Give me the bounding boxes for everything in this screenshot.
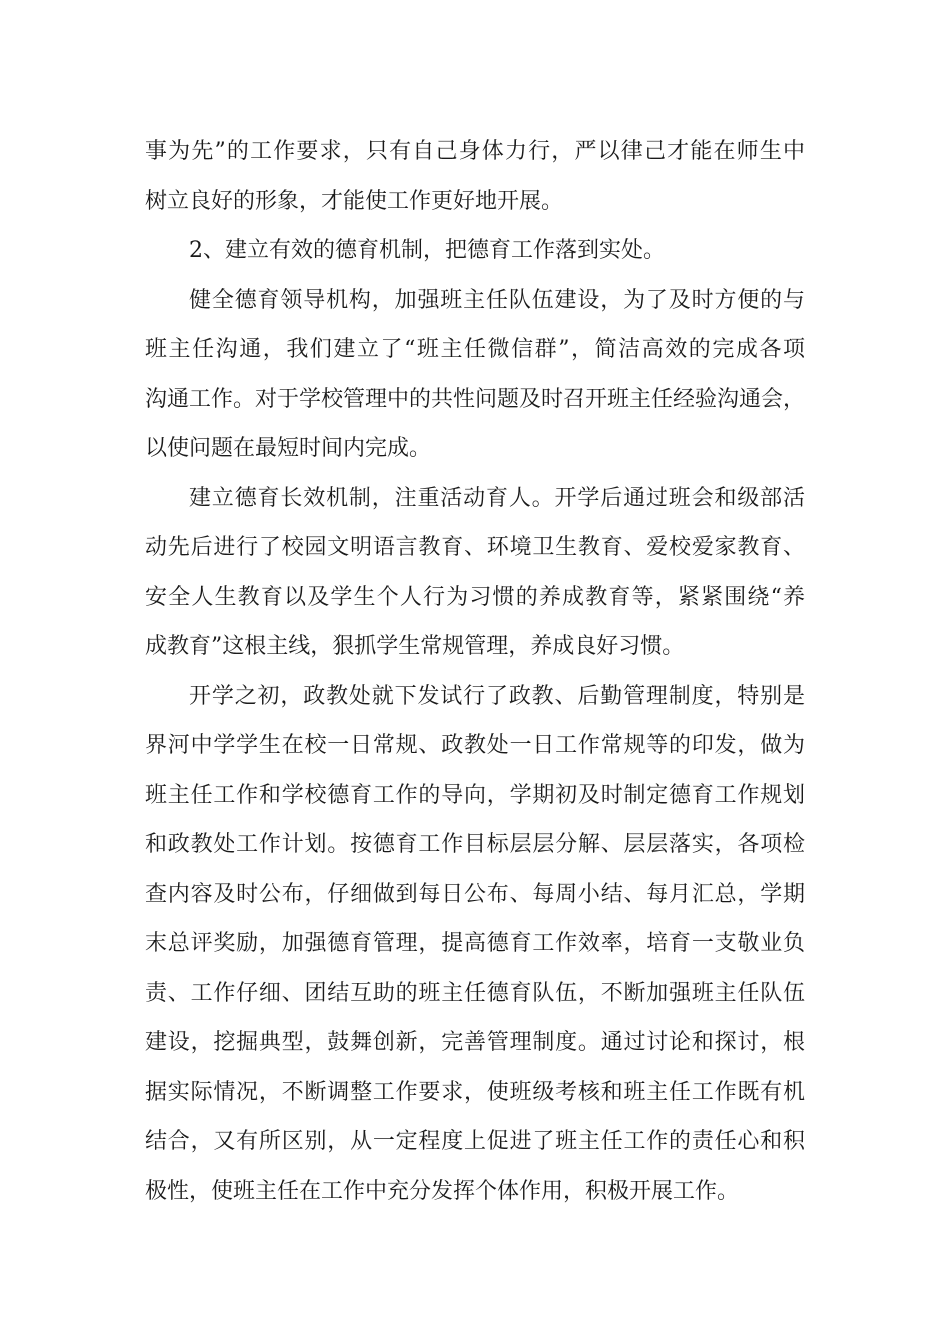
text-line: 安全人生教育以及学生个人行为习惯的养成教育等，紧紧围绕“养 — [145, 584, 805, 610]
text-line: 极性，使班主任在工作中充分发挥个体作用，积极开展工作。 — [145, 1178, 740, 1204]
text-line: 动先后进行了校园文明语言教育、环境卫生教育、爱校爱家教育、 — [145, 535, 805, 560]
text-line: 班主任沟通，我们建立了“班主任微信群”，简洁高效的完成各项 — [145, 337, 805, 362]
body-text — [145, 127, 805, 1216]
text-line: 和政教处工作计划。按德育工作目标层层分解、层层落实，各项检 — [145, 832, 805, 857]
text-line: 责、工作仔细、团结互助的班主任德育队伍，不断加强班主任队伍 — [145, 980, 805, 1006]
text-line: 开学之初，政教处就下发试行了政教、后勤管理制度，特别是 — [189, 683, 805, 709]
text-line: 结合，又有所区别，从一定程度上促进了班主任工作的责任心和积 — [145, 1129, 805, 1154]
text-line: 班主任工作和学校德育工作的导向，学期初及时制定德育工作规划 — [145, 782, 805, 808]
text-line: 沟通工作。对于学校管理中的共性问题及时召开班主任经验沟通会， — [145, 386, 806, 412]
text-line: 成教育”这根主线，狠抓学生常规管理，养成良好习惯。 — [145, 634, 685, 659]
text-line: 健全德育领导机构，加强班主任队伍建设，为了及时方便的与 — [189, 287, 805, 313]
text-line: 事为先”的工作要求，只有自己身体力行，严以律己才能在师生中 — [145, 139, 805, 164]
text-line: 树立良好的形象，才能使工作更好地开展。 — [145, 188, 564, 214]
text-line: 据实际情况，不断调整工作要求，使班级考核和班主任工作既有机 — [145, 1079, 805, 1105]
text-line: 建立德育长效机制，注重活动育人。开学后通过班会和级部活 — [189, 485, 805, 511]
text-line: 末总评奖励，加强德育管理，提高德育工作效率，培育一支敬业负 — [145, 931, 805, 956]
text-line: 以使问题在最短时间内完成。 — [145, 436, 432, 461]
text-line: 2、建立有效的德育机制，把德育工作落到实处。 — [189, 238, 665, 263]
text-line: 建设，挖掘典型，鼓舞创新，完善管理制度。通过讨论和探讨，根 — [145, 1030, 805, 1055]
text-line: 界河中学学生在校一日常规、政教处一日工作常规等的印发，做为 — [145, 733, 805, 758]
text-line: 查内容及时公布，仔细做到每日公布、每周小结、每月汇总，学期 — [145, 881, 805, 907]
